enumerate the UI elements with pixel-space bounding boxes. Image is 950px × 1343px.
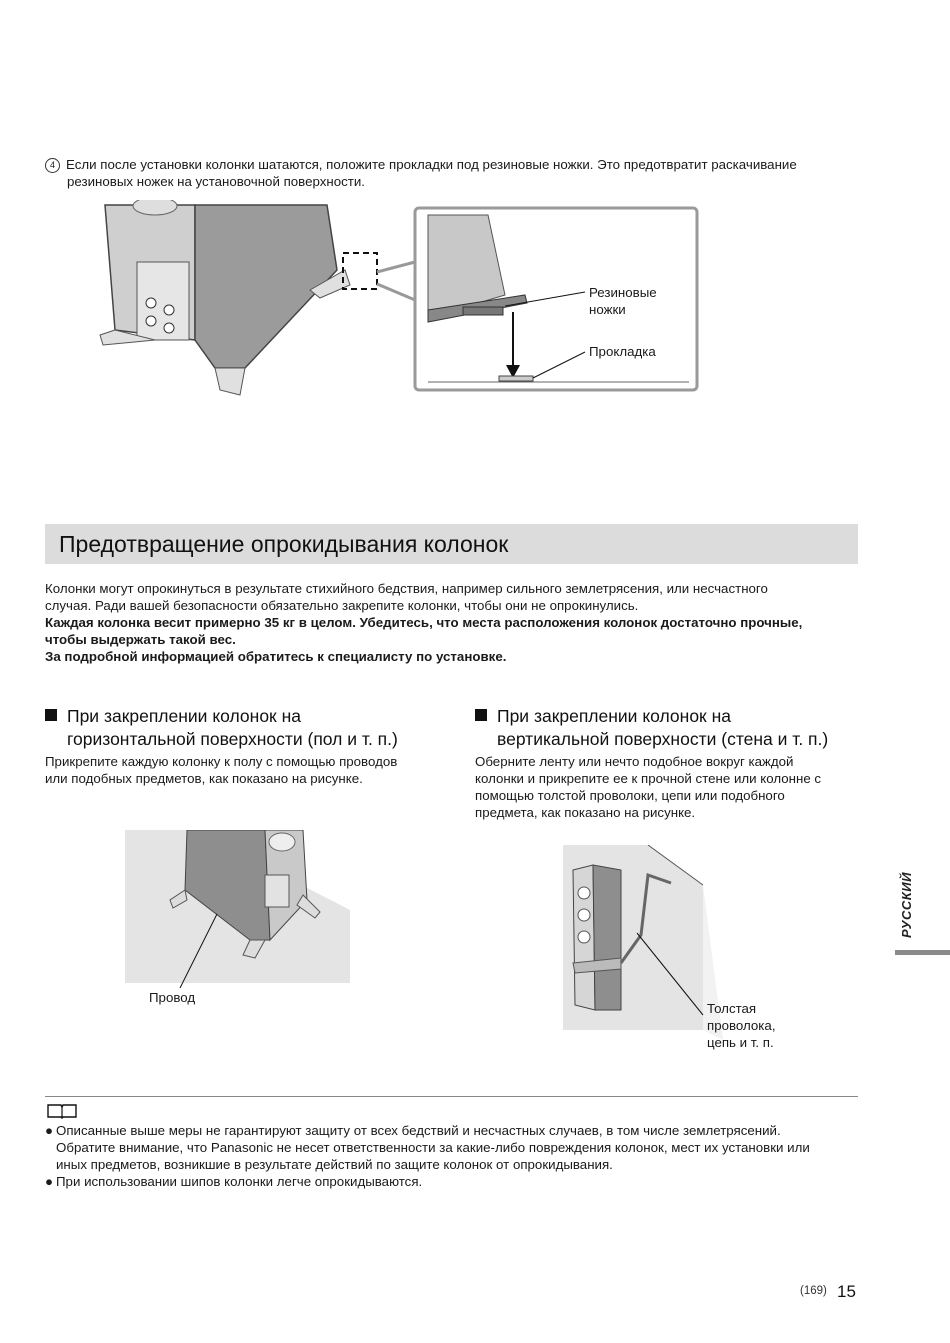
- warning-line1: Каждая колонка весит примерно 35 кг в целом. Убедитесь, что места расположения колонок достаточно прочные,: [45, 615, 803, 630]
- wall-text-line3: помощью толстой проволоки, цепи или подобного: [475, 788, 785, 803]
- bullet-icon: ●: [45, 1123, 54, 1138]
- warning-line3: За подробной информацией обратитесь к специалисту по установке.: [45, 649, 507, 664]
- wall-figure-label3: цепь и т. п.: [707, 1035, 774, 1050]
- language-tab-line: [895, 950, 950, 955]
- floor-text-line2: или подобных предметов, как показано на рисунке.: [45, 771, 363, 786]
- intro-line2: случая. Ради вашей безопасности обязательно закрепите колонки, чтобы они не опрокинулись.: [45, 598, 639, 613]
- label-pad: Прокладка: [589, 344, 656, 359]
- floor-mount-heading: [45, 705, 455, 751]
- heading-square-icon: [475, 709, 487, 721]
- label-rubber-feet-1: Резиновые: [589, 285, 657, 300]
- wall-figure-label1: Толстая: [707, 1001, 757, 1016]
- bullet-icon: ●: [45, 1174, 54, 1189]
- note1-line2: Обратите внимание, что Panasonic не несет ответственности за какие-либо повреждения колонок, мест их установки или: [56, 1140, 810, 1155]
- label-rubber-feet-2: ножки: [589, 302, 626, 317]
- wall-heading-line2: вертикальной поверхности (стена и т. п.): [497, 729, 829, 749]
- note1-line1: Описанные выше меры не гарантируют защиту от всех бедствий и несчастных случаев, в том числе землетрясений.: [56, 1123, 781, 1138]
- step-text-line1: Если после установки колонки шатаются, положите прокладки под резиновые ножки. Это предотвратит раскачивание: [66, 157, 797, 172]
- section-intro: [45, 580, 865, 665]
- language-tab-label: РУССКИЙ: [899, 872, 914, 938]
- step-4-instruction: [45, 156, 865, 190]
- step-text-line2: резиновых ножек на установочной поверхности.: [67, 174, 365, 189]
- speaker-leg-front: [215, 368, 245, 395]
- floor-heading-line2: горизонтальной поверхности (пол и т. п.): [67, 729, 398, 749]
- wall-mount-block: [475, 705, 895, 821]
- zoom-pad: [499, 376, 533, 381]
- book-icon: [46, 1103, 78, 1119]
- section-title: Предотвращение опрокидывания колонок: [59, 531, 509, 557]
- note2-text: При использовании шипов колонки легче опрокидываются.: [56, 1174, 423, 1189]
- floor-text-line1: Прикрепите каждую колонку к полу с помощью проводов: [45, 754, 398, 769]
- floor-mount-figure: [125, 830, 355, 1010]
- wall-speaker-side: [593, 865, 621, 1010]
- terminal-plate: [137, 262, 189, 340]
- page-number: 15: [837, 1282, 856, 1301]
- heading-square-icon: [45, 709, 57, 721]
- wall-text-line4: предмета, как показано на рисунке.: [475, 805, 696, 820]
- warning-line2: чтобы выдержать такой вес.: [45, 632, 236, 647]
- note1-line3: иных предметов, возникшие в результате действий по защите колонок от опрокидывания.: [56, 1157, 613, 1172]
- note-item-1: [45, 1122, 865, 1173]
- floor-mount-block: [45, 705, 455, 787]
- zoom-rubber-foot: [463, 307, 503, 315]
- language-tab: [899, 852, 929, 942]
- floor-figure-label: Провод: [149, 990, 196, 1005]
- rubber-feet-figure: [95, 200, 705, 400]
- wall-text-line2: колонки и прикрепите ее к прочной стене или колонне с: [475, 771, 822, 786]
- intro-line1: Колонки могут опрокинуться в результате стихийного бедствия, например сильного землетрясения, или несчастного: [45, 581, 768, 596]
- wall-text-line1: Оберните ленту или нечто подобное вокруг каждой: [475, 754, 794, 769]
- notes-divider: [45, 1096, 858, 1097]
- notes-list: [45, 1122, 865, 1190]
- wall-mount-heading: [475, 705, 895, 751]
- floor-heading-line1: При закреплении колонок на: [67, 706, 301, 726]
- wall-figure-label2: проволока,: [707, 1018, 776, 1033]
- page-reference: (169): [800, 1285, 827, 1297]
- note-item-2: [45, 1173, 865, 1190]
- wall-mount-figure: [563, 845, 803, 1055]
- wall-heading-line1: При закреплении колонок на: [497, 706, 731, 726]
- speaker-driver: [133, 200, 177, 215]
- step-number-badge: 4: [45, 158, 60, 173]
